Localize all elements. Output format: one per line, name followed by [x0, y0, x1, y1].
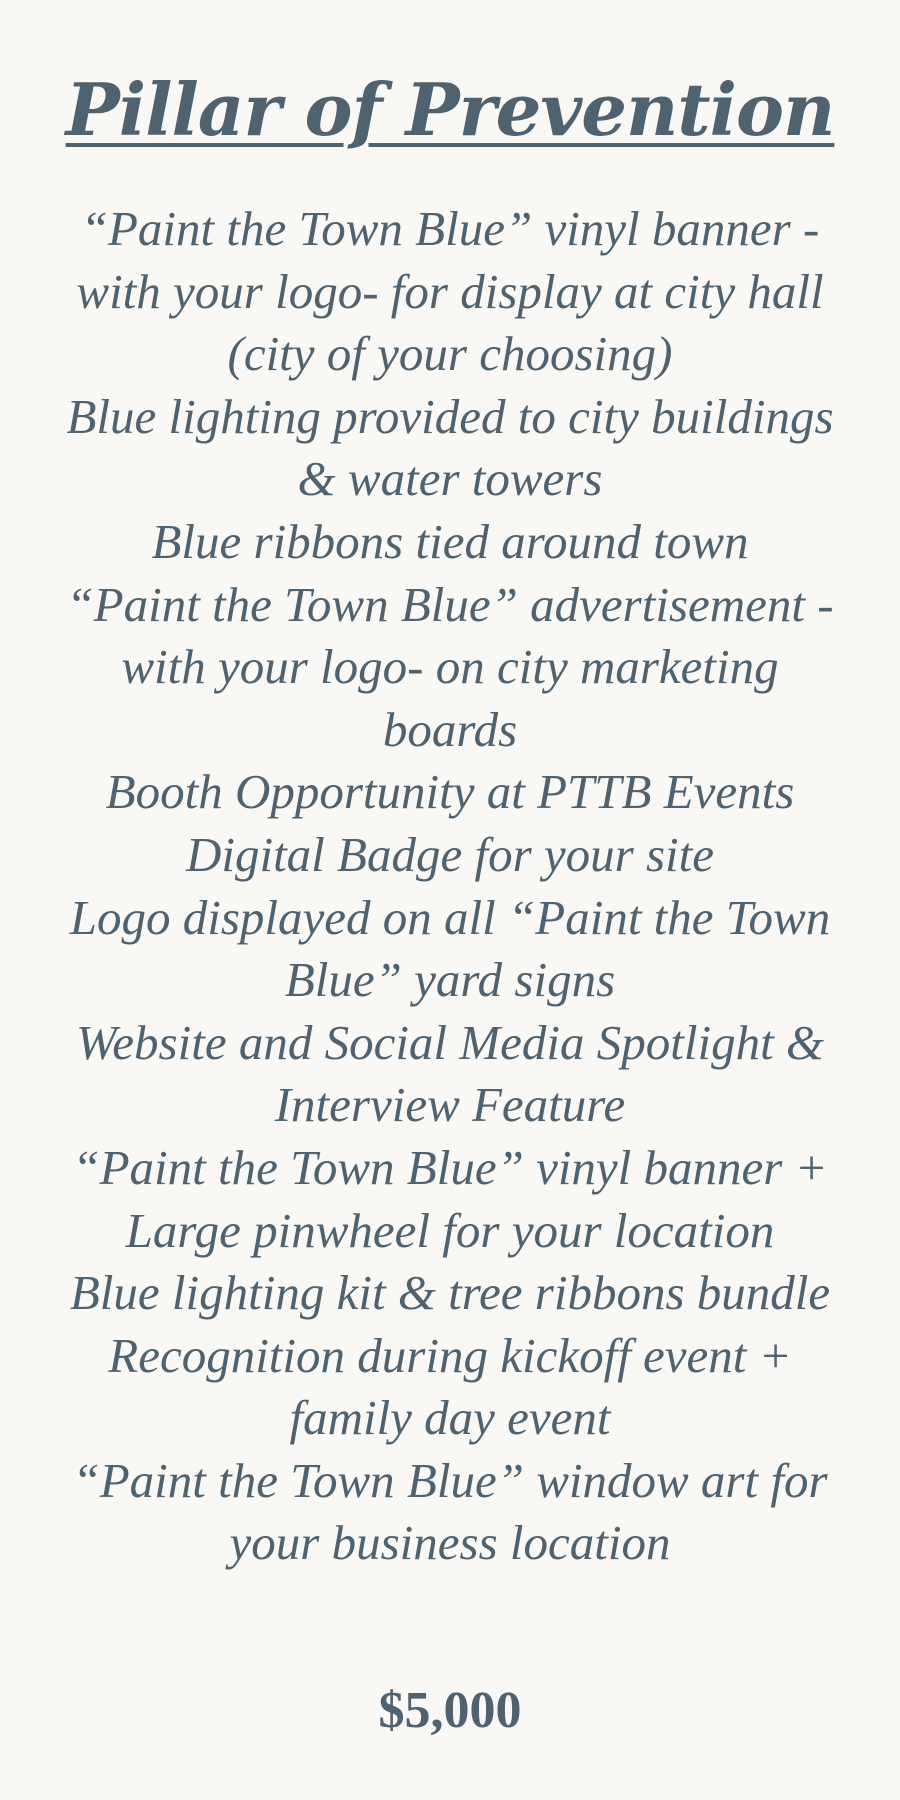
list-item: “Paint the Town Blue” advertisement -with your logo- on city marketing boards: [66, 576, 834, 757]
price: $5,000: [378, 1682, 522, 1739]
list-item: Blue lighting kit & tree ribbons bundle: [69, 1265, 831, 1321]
list-item: Logo displayed on all “Paint the Town Blue” yard signs: [69, 889, 831, 1008]
list-item: “Paint the Town Blue” vinyl banner - with your logo- for display at city hall (city of your choosing): [76, 201, 824, 382]
list-item: “Paint the Town Blue” vinyl banner + Large pinwheel for your location: [72, 1139, 828, 1258]
page-title: [0, 62, 900, 158]
list-item: Website and Social Media Spotlight & Interview Feature: [75, 1014, 825, 1133]
list-item: Booth Opportunity at PTTB Events: [105, 764, 795, 820]
list-item: “Paint the Town Blue” window art for your business location: [72, 1452, 828, 1571]
list-item: Digital Badge for your site: [185, 826, 715, 882]
benefits-list: [60, 198, 840, 1575]
list-item: Blue ribbons tied around town: [151, 513, 749, 569]
list-item: Recognition during kickoff event + family day event: [108, 1327, 792, 1446]
title-text: Pillar of Prevention: [65, 67, 835, 152]
list-item: Blue lighting provided to city buildings & water towers: [66, 388, 834, 507]
